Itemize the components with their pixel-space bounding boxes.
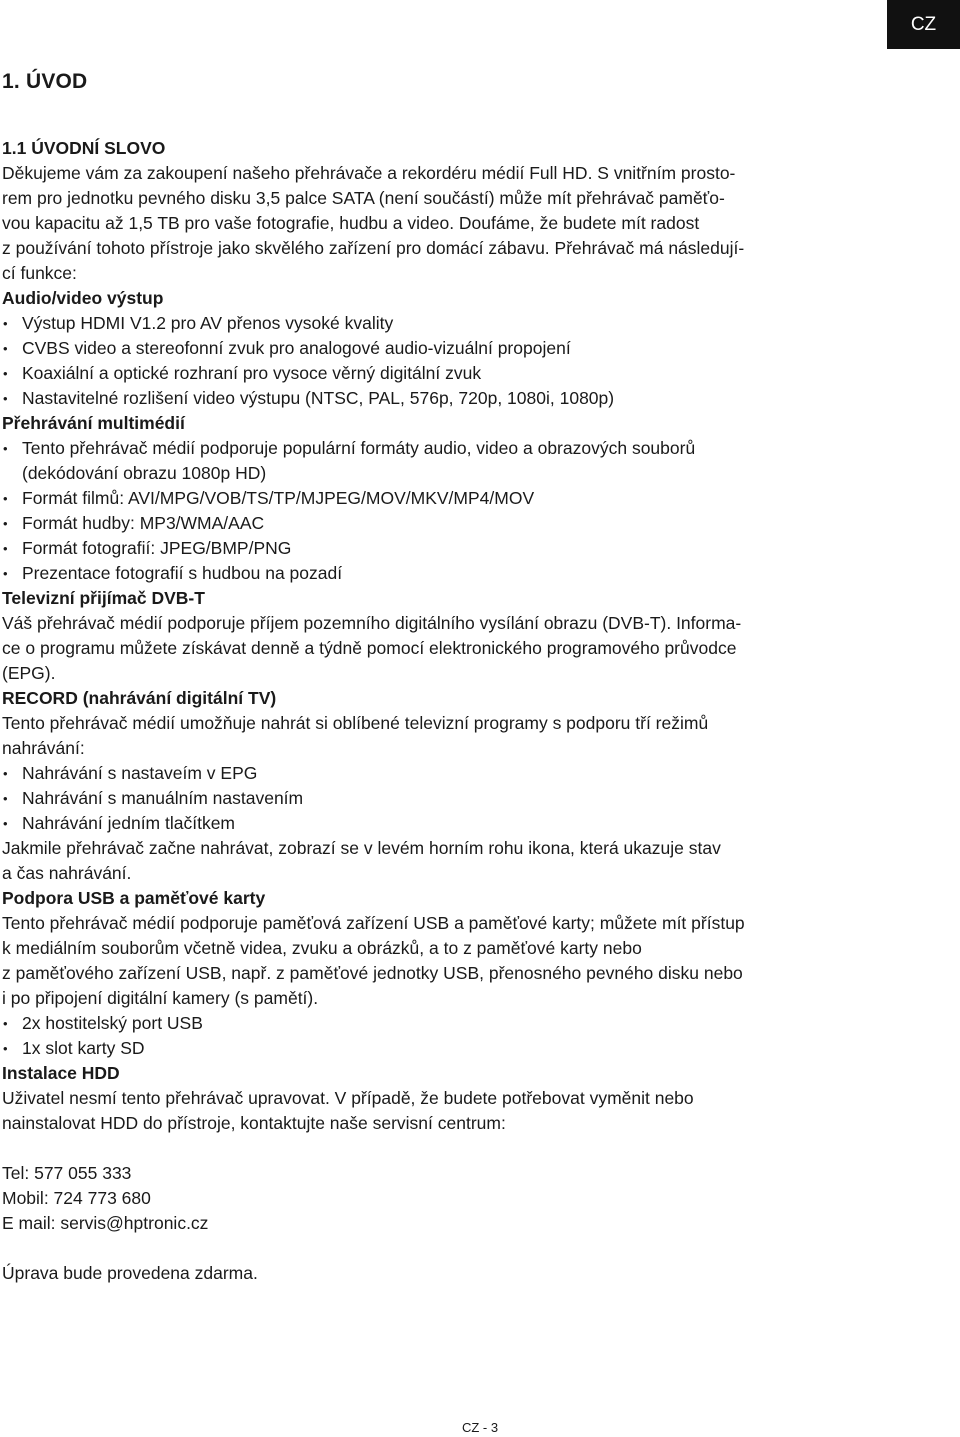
- section-title: 1.1 ÚVODNÍ SLOVO: [2, 138, 166, 158]
- record-heading: RECORD (nahrávání digitální TV): [2, 688, 277, 708]
- hdd-line: Uživatel nesmí tento přehrávač upravovat. V případě, že budete potřebovat vyměnit nebo: [2, 1088, 694, 1108]
- list-item: • Nahrávání jedním tlačítkem: [2, 811, 890, 836]
- document-body: [2, 136, 890, 1286]
- contact-mobile: Mobil: 724 773 680: [2, 1188, 151, 1208]
- free-service-note: Úprava bude provedena zdarma.: [2, 1263, 258, 1283]
- list-item: • 2x hostitelský port USB: [2, 1011, 890, 1036]
- page-number: CZ - 3: [461, 1420, 499, 1435]
- usb-line: Tento přehrávač médií podporuje paměťová zařízení USB a paměťové karty; můžete mít přístup: [2, 913, 745, 933]
- spacer: [2, 1136, 890, 1161]
- list-item: • Formát filmů: AVI/MPG/VOB/TS/TP/MJPEG/MOV/MKV/MP4/MOV: [2, 486, 890, 511]
- record-line: nahrávání:: [2, 738, 85, 758]
- list-item: [2, 436, 890, 486]
- list-item: • Formát hudby: MP3/WMA/AAC: [2, 511, 890, 536]
- intro-line: cí funkce:: [2, 263, 77, 283]
- list-item: • Koaxiální a optické rozhraní pro vysoce věrný digitální zvuk: [2, 361, 890, 386]
- record-line: Tento přehrávač médií umožňuje nahrát si oblíbené televizní programy s podporu tří režimů: [2, 713, 709, 733]
- usb-line: k mediálním souborům včetně videa, zvuku a obrázků, a to z paměťové karty nebo: [2, 938, 642, 958]
- list-item-text: (dekódování obrazu 1080p HD): [22, 463, 267, 483]
- tv-heading: Televizní přijímač DVB-T: [2, 588, 205, 608]
- tv-line: (EPG).: [2, 663, 56, 683]
- list-item: • Formát fotografií: JPEG/BMP/PNG: [2, 536, 890, 561]
- playback-heading: Přehrávání multimédií: [2, 413, 185, 433]
- intro-line: rem pro jednotku pevného disku 3,5 palce SATA (není součástí) může mít přehrávač paměťo-: [2, 188, 725, 208]
- audio-video-heading: Audio/video výstup: [2, 288, 164, 308]
- chapter-title: 1. ÚVOD: [2, 70, 88, 93]
- audio-video-list: [2, 311, 890, 411]
- contact-email: E mail: servis@hptronic.cz: [2, 1213, 209, 1233]
- record-after-line: Jakmile přehrávač začne nahrávat, zobrazí se v levém horním rohu ikona, která ukazuje stav: [2, 838, 721, 858]
- language-tab: CZ: [887, 0, 960, 49]
- intro-line: z používání tohoto přístroje jako skvělého zařízení pro domácí zábavu. Přehrávač má následují-: [2, 238, 745, 258]
- list-item: • 1x slot karty SD: [2, 1036, 890, 1061]
- playback-list: [2, 436, 890, 586]
- usb-heading: Podpora USB a paměťové karty: [2, 888, 266, 908]
- list-item: • Nastavitelné rozlišení video výstupu (NTSC, PAL, 576p, 720p, 1080i, 1080p): [2, 386, 890, 411]
- tv-line: ce o programu můžete získávat denně a týdně pomocí elektronického programového průvodce: [2, 638, 737, 658]
- contact-phone: Tel: 577 055 333: [2, 1163, 132, 1183]
- usb-list: [2, 1011, 890, 1061]
- hdd-line: nainstalovat HDD do přístroje, kontaktujte naše servisní centrum:: [2, 1113, 506, 1133]
- list-item: • Nahrávání s nastaveím v EPG: [2, 761, 890, 786]
- tv-line: Váš přehrávač médií podporuje příjem pozemního digitálního vysílání obrazu (DVB-T). Informa-: [2, 613, 742, 633]
- usb-line: z paměťového zařízení USB, např. z paměťové jednotky USB, přenosného pevného disku nebo: [2, 963, 743, 983]
- record-list: [2, 761, 890, 836]
- list-item: • Výstup HDMI V1.2 pro AV přenos vysoké kvality: [2, 311, 890, 336]
- intro-line: vou kapacitu až 1,5 TB pro vaše fotografie, hudbu a video. Doufáme, že budete mít radost: [2, 213, 700, 233]
- list-item: • Prezentace fotografií s hudbou na pozadí: [2, 561, 890, 586]
- intro-line: Děkujeme vám za zakoupení našeho přehrávače a rekordéru médií Full HD. S vnitřním prosto-: [2, 163, 736, 183]
- hdd-heading: Instalace HDD: [2, 1063, 120, 1083]
- list-item: • CVBS video a stereofonní zvuk pro analogové audio-vizuální propojení: [2, 336, 890, 361]
- spacer: [2, 1236, 890, 1261]
- usb-line: i po připojení digitální kamery (s pamětí).: [2, 988, 319, 1008]
- record-after-line: a čas nahrávání.: [2, 863, 132, 883]
- list-item: • Nahrávání s manuálním nastavením: [2, 786, 890, 811]
- list-item-text: Tento přehrávač médií podporuje populární formáty audio, video a obrazových souborů: [22, 438, 696, 458]
